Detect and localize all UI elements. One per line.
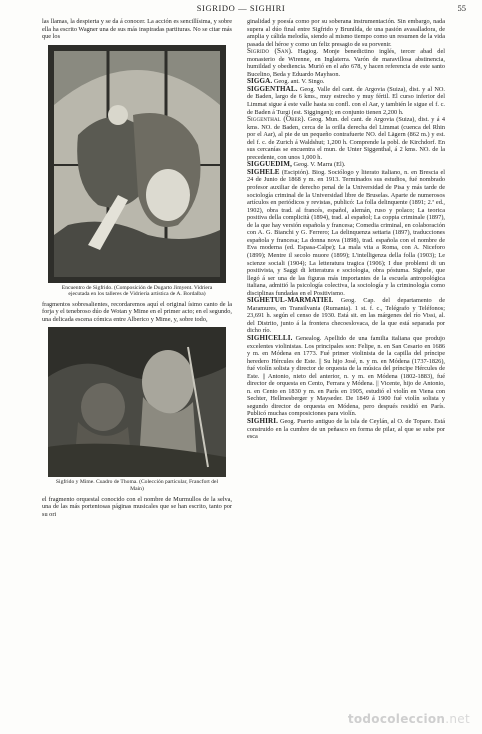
entry-headword: Sigrido (San). [247, 47, 293, 56]
entry-headword: SIGHELE [247, 167, 280, 176]
page-header [0, 3, 482, 15]
entry-text: Geog. Valle del cant. de Argovia (Suiza), dist. y al NO. de Baden, largo de 6 kms., muy estrecho y muy fértil. El curso inferior del Limmat sigue á este valle hasta su confl. con el Aar, y también le sigue el f. c. de Baden á Turgi (est. Siggingen); en conjunto tienen 2,200 h. [247, 85, 445, 116]
watermark-text: todocoleccion [347, 712, 446, 726]
figure-caption: Sigfrido y Mime. Cuadro de Thoma. (Colección particular, Francfort del Main) [55, 479, 219, 493]
entry-headword: SIGHIRI. [247, 416, 278, 425]
entry-siggenthal-ober [247, 116, 445, 161]
entry-text: Geog. Puerto antiguo de la isla de Ceylán, al O. de Topare. Está construido en la cumbre de un peñasco en forma de pilar, al que se sube por esca [247, 417, 445, 441]
entry-text: (Escipión). Biog. Sociólogo y literato italiano, n. en Brescia el 24 de Junio de 1868 y m. en 1913. Terminados sus estudios, fué nombrado profesor auxiliar de derecho penal de la Universidad de Pisa y más tarde de sociología criminal de la Universidad libre de Bruselas. Aparte de numerosos artículos en periódicos y revistas, publicó: La folla delinquente (1891; 2.ª ed., 1902), obra trad. al francés, español, alemán, ruso y polaco; La teorica positiva della complicità (1894), trad. al español; La coppia criminale (1897), de la que hay versión española y francesa; Comedia criminal, en colaboración con A. G. Bianchi y G. Ferrero; La delinquenza settaria (1897), traducciones española y francesa; La donna nova (1898), trad. española con el nombre de Eva moderna (ed. Espasa-Calpe); La mala vita a Roma, con A. Niceforo (1899); Mentre il secolo muore (1899); L'intelligenza della folla (1903); Le scienze sociali (1904); La letteratura tragica (1906); I due problemi di un positivista, y Saggi di letteratura e sociologia, obra póstuma. Sighele, que llegó á ser una de las figuras más importantes de la escuela antropológica italiana, admitió la psicología colectiva, la sociología y la criminología como disciplinas fundadas en el Positivismo. [247, 168, 445, 297]
entry-sighiri [247, 418, 445, 441]
entry-text: Genealog. Apellido de una familia italiana que produjo excelentes violinistas. Los principales son: Felipe, n. en San Cesario en 1686 y m. en Módena en 1773. Fué primer violinista de la capilla del príncipe heredero Hércules de Este. || Su hijo José, n. y m. en Módena (1737-1826), fué violín solista y director de orquesta de la música del príncipe Hércules de Este. || Antonio, nieto del anterior, n. y m. en Módena (1802-1883), fué director de orquesta en Cento, Ferrara y Módena. || Vicente, hijo de Antonio, n. en Cento en 1830 y m. en París en 1905, estudió el violín en Viena con Sechter, Hellmesberger y Mayseder. De 1849 á 1900 fué violín solista y segundo director de orquesta en Módena, pero después residió en París. Publicó muchas composiciones para violín. [247, 334, 445, 418]
paragraph: el fragmento orquestal conocido con el nombre de Murmullos de la selva, una de las más portentosas páginas musicales que se han escrito, tanto por su ori [42, 495, 232, 518]
right-column [247, 18, 445, 441]
figure-painting [42, 327, 232, 492]
entry-headword: SIGGUEDIM, [247, 160, 292, 169]
entry-sighicelli [247, 335, 445, 418]
entry-headword: Siggenthal (Ober). [247, 115, 306, 124]
page-number: 55 [457, 3, 466, 13]
entry-text: Geog. ant. V. Singo. [273, 78, 325, 86]
paragraph: ginalidad y poesía como por su soberana instrumentación. Sin embargo, nada supera al dúo final entre Sigfrido y Brunilda, de una pasión avasalladora, de amplia y cálida melodía, siendo al mismo tiempo como un resumen de la vida pasada del héroe y como un feliz presagio de su porvenir. [247, 18, 445, 48]
entry-sighele [247, 169, 445, 297]
entry-siggenthal [247, 86, 445, 116]
painting-image [48, 327, 226, 477]
entry-text: Geog. V. Marra (El). [293, 161, 346, 169]
figure-stained-glass [42, 45, 232, 298]
entry-sighetul-marmatiei [247, 297, 445, 335]
entry-headword: SIGHICELLI. [247, 333, 293, 342]
figure-caption: Encuentro de Sigfrido. (Composición de Dugarto Jimyent. Vidriera ejecutada en los talleres de Vidriería artística de A. Bordalba) [61, 284, 213, 298]
watermark [348, 712, 470, 726]
stained-glass-image [48, 45, 226, 283]
paragraph: fragmentos sobresalientes, recordaremos aquí el original ísimo canto de la forja y el tenebroso dúo de Wotan y Mime en el primer acto; en el segundo, una delicada escena cómica entre Alberico y Mime, y, sobre todo, [42, 300, 232, 323]
running-title: SIGRIDO — SIGHIRI [196, 3, 286, 13]
entry-headword: SIGGA. [247, 77, 273, 86]
entry-text: Geog. Cap. del departamento de Maramures, en Transilvania (Rumania). 1 st. f. c., Telégrafo y Teléfonos; 23,691 h. según el censo de 1930. Está sit. en las márgenes del río Vissi, al. del Distrito, junto á la frontera checoeslovaca, de la que está separada por dicho río. [247, 297, 445, 335]
left-column [42, 18, 232, 518]
entry-sigrido [247, 48, 445, 78]
entry-headword: SIGHETUL-MARMATIEI. [247, 296, 334, 305]
entry-text: Hagiog. Monje benedictino inglés, tercer abad del monasterio de Wirenne, en Inglaterra. Varón de maravillosa abstinencia, humildad y obediencia. Murió en el año 678, y hacen referencia de este santo Bucelino, Beda y Eduardo Mayhson. [247, 48, 445, 78]
entry-headword: SIGGENTHAL. [247, 84, 298, 93]
entry-text: Geog. Mun. del cant. de Argovia (Suiza), dist. y á 4 kms. NO. de Baden, cerca de la orilla derecha del Limmat (cuenca del Rhin por el Aar), al pie de un pequeño contrafuerte NO. del Lägern (862 m.) y est. del f. c. de Zurich á Waldshut; 1,200 h. Comprende la pobl. de Kirchdorf. En sus cercanías se encuentra el mun. de Unter Siggenthal, á 2 kms. NO. de la precedente, con unos 1,000 h. [247, 116, 445, 161]
watermark-suffix: .net [445, 712, 470, 726]
paragraph: las llamas, la despierta y se da á conocer. La acción es sencillísima, y sobre ella ha escrito Wagner una de sus más inspiradas partituras. No se citar más que los [42, 18, 232, 41]
